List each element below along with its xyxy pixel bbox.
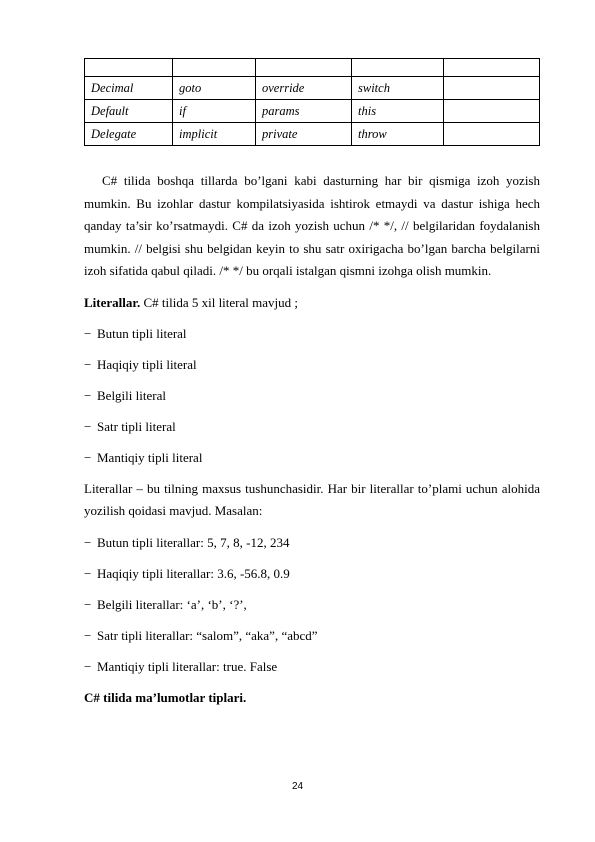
- table-cell: [444, 100, 540, 123]
- list-item: [84, 354, 540, 376]
- literals-intro-line: [84, 292, 540, 314]
- list-item-text: Satr tipli literallar: “salom”, “aka”, “abcd”: [97, 627, 318, 643]
- list-item-text: Mantiqiy tipli literal: [97, 449, 203, 465]
- table-cell: goto: [173, 77, 256, 100]
- table-cell: [444, 77, 540, 100]
- literals-definition-paragraph: Literallar – bu tilning maxsus tushunchasidir. Har bir literallar to’plami uchun alohida yozilish qoidasi mavjud. Masalan:: [84, 480, 540, 518]
- bullet: −: [84, 325, 92, 341]
- list-item: [84, 563, 540, 585]
- bullet: −: [84, 565, 92, 581]
- list-item: [84, 323, 540, 345]
- keywords-table: [84, 58, 540, 146]
- table-cell: [444, 59, 540, 77]
- literals-intro: C# tilida 5 xil literal mavjud ;: [140, 294, 298, 310]
- table-cell: if: [173, 100, 256, 123]
- bullet: −: [84, 418, 92, 434]
- list-item-text: Haqiqiy tipli literallar: 3.6, -56.8, 0.9: [97, 565, 290, 581]
- bullet: −: [84, 658, 92, 674]
- list-item-text: Belgili literallar: ‘a’, ‘b’, ‘?’,: [97, 596, 247, 612]
- list-item-text: Butun tipli literal: [97, 325, 187, 341]
- list-item-text: Satr tipli literal: [97, 418, 176, 434]
- table-cell: [256, 59, 352, 77]
- list-item: [84, 416, 540, 438]
- list-item: [84, 385, 540, 407]
- table-cell: [444, 123, 540, 146]
- list-item-text: Butun tipli literallar: 5, 7, 8, -12, 234: [97, 534, 290, 550]
- bullet: −: [84, 387, 92, 403]
- page-number: 24: [291, 781, 304, 792]
- table-row: [85, 59, 540, 77]
- bullet: −: [84, 627, 92, 643]
- table-cell: [173, 59, 256, 77]
- comments-paragraph: C# tilida boshqa tillarda bo’lgani kabi dasturning har bir qismiga izoh yozish mumkin. Bu izohlar dastur kompilatsiyasida ishtirok etmaydi va dastur ishiga hech qanday ta’sir ko’rsatmaydi. C# da izoh yozish uchun /* */, // belgilaridan foydalanish mumkin. // belgisi shu belgidan keyin to shu satr oxirigacha bo’lgan barcha belgilarni izoh sifatida qabul qiladi. /* */ bu orqali istalgan qismni izohga olish mumkin.: [84, 173, 540, 278]
- list-item: [84, 625, 540, 647]
- list-item-text: Mantiqiy tipli literallar: true. False: [97, 658, 278, 674]
- table-cell: private: [256, 123, 352, 146]
- table-cell: override: [256, 77, 352, 100]
- list-item: [84, 594, 540, 616]
- table-row: [85, 77, 540, 100]
- table-cell: Default: [85, 100, 173, 123]
- table-cell: implicit: [173, 123, 256, 146]
- list-item-text: Belgili literal: [97, 387, 166, 403]
- table-cell: Decimal: [85, 77, 173, 100]
- bullet: −: [84, 449, 92, 465]
- bullet: −: [84, 596, 92, 612]
- table-cell: this: [352, 100, 444, 123]
- table-cell: throw: [352, 123, 444, 146]
- literals-heading: Literallar.: [84, 294, 141, 310]
- table-row: [85, 123, 540, 146]
- table-cell: Delegate: [85, 123, 173, 146]
- table-cell: [352, 59, 444, 77]
- list-item: [84, 656, 540, 678]
- bullet: −: [84, 534, 92, 550]
- table-cell: params: [256, 100, 352, 123]
- section-heading: C# tilida ma’lumotlar tiplari.: [84, 689, 247, 705]
- bullet: −: [84, 356, 92, 372]
- list-item: [84, 532, 540, 554]
- list-item: [84, 447, 540, 469]
- list-item-text: Haqiqiy tipli literal: [97, 356, 197, 372]
- table-cell: switch: [352, 77, 444, 100]
- table-cell: [85, 59, 173, 77]
- table-row: [85, 100, 540, 123]
- document-body: [84, 170, 540, 709]
